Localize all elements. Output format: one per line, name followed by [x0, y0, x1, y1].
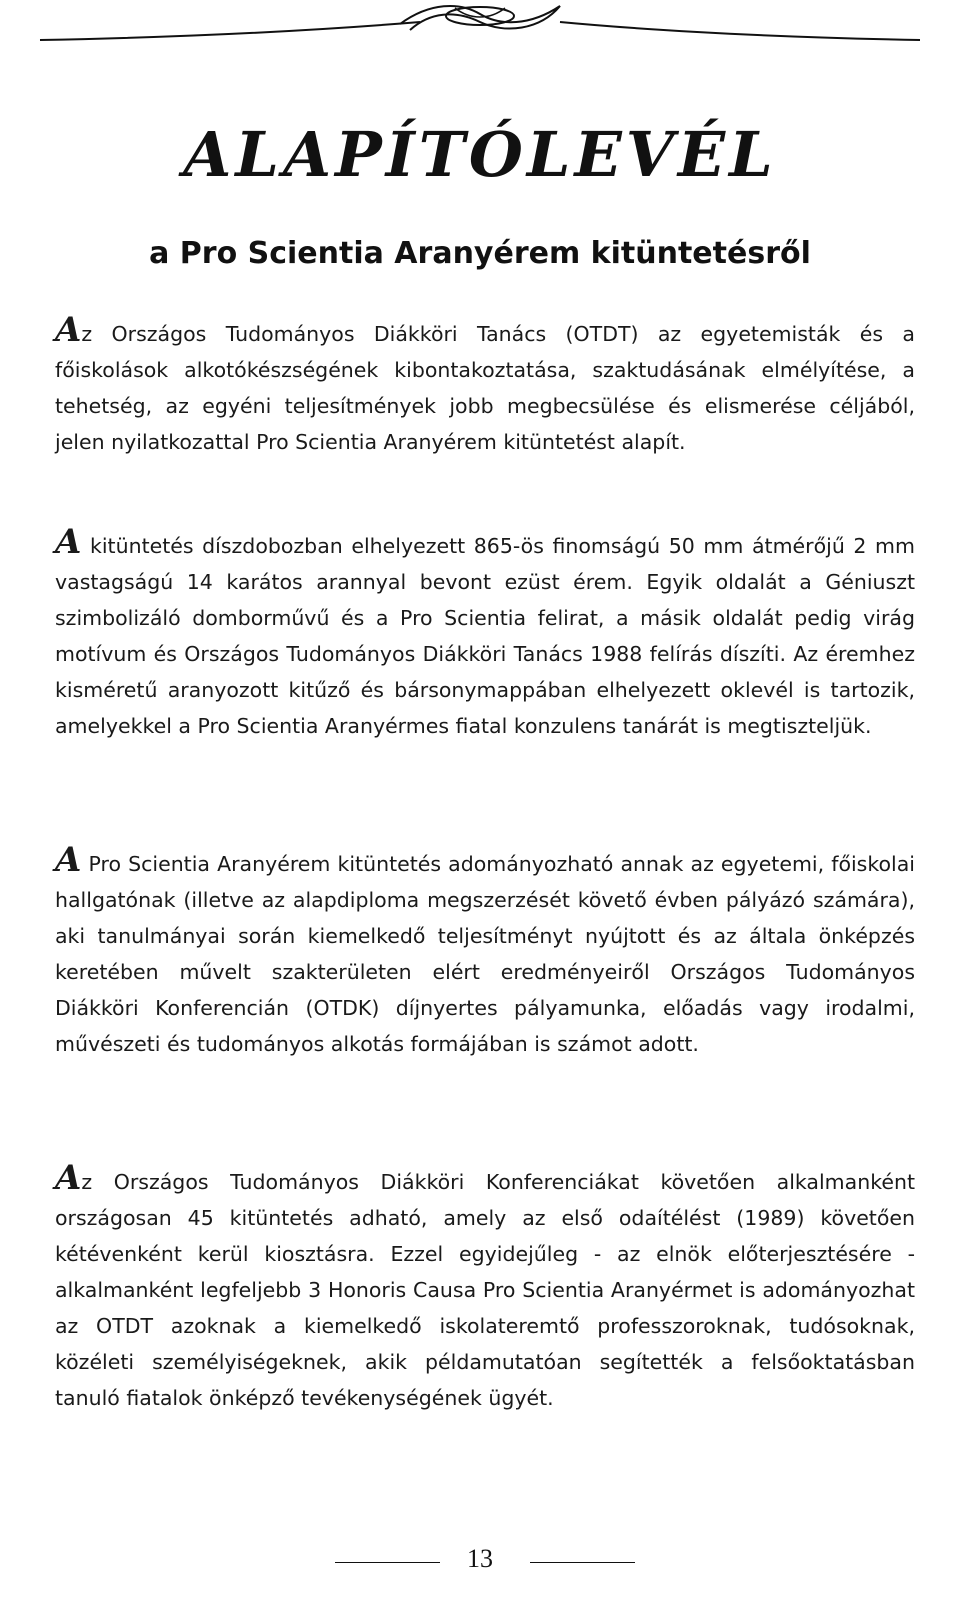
drop-cap: A: [55, 522, 82, 562]
paragraph-text: z Országos Tudományos Diákköri Tanács (OTDT) az egyetemisták és a főiskolások alkotókészségének kibontakoztatása, szaktudásának elmélyítése, a tehetség, az egyéni teljesítmények jobb megbecsülése és elismerése céljából, jelen nyilatkozattal Pro Scientia Aranyérem kitüntetést alapít.: [55, 322, 915, 454]
top-ornament: [0, 0, 960, 60]
paragraph-awarding: [55, 1158, 915, 1416]
paragraph-text: Pro Scientia Aranyérem kitüntetés adományozható annak az egyetemi, főiskolai hallgatónak (illetve az alapdiploma megszerzését követő évben pályázó számára), aki tanulmányai során kiemelkedő teljesítményt nyújtott és az általa önképzés keretében művelt szakterületen elért eredményeiről Országos Tudományos Diákköri Konferencián (OTDK) díjnyertes pályamunka, előadás vagy irodalmi, művészeti és tudományos alkotás formájában is számot adott.: [55, 852, 915, 1056]
page-footer: [0, 1540, 960, 1580]
document-subtitle: a Pro Scientia Aranyérem kitüntetésről: [149, 236, 811, 271]
footer-rule-right: [530, 1562, 635, 1563]
paragraph-text: z Országos Tudományos Diákköri Konferenciákat követően alkalmanként országosan 45 kitüntetés adható, amely az első odaítélést (1989) követően kétévenként kerül kiosztásra. Ezzel egyidejűleg - az elnök előterjesztésére - alkalmanként legfeljebb 3 Honoris Causa Pro Scientia Aranyérmet is adományozhat az OTDT azoknak a kiemelkedő iskolateremtő professzoroknak, tudósoknak, közéleti személyiségeknek, akik példamutatóan segítették a felsőoktatásban tanuló fiatalok önképző tevékenységének ügyét.: [55, 1170, 915, 1410]
drop-cap: A: [55, 310, 82, 350]
paragraph-eligibility: [55, 840, 915, 1062]
drop-cap: A: [55, 1158, 82, 1198]
paragraph-medal-description: [55, 522, 915, 744]
drop-cap: A: [55, 840, 82, 880]
page-number: 13: [467, 1544, 493, 1573]
paragraph-text: kitüntetés díszdobozban elhelyezett 865-ös finomságú 50 mm átmérőjű 2 mm vastagságú 14 karátos arannyal bevont ezüst érem. Egyik oldalát a Géniuszt szimbolizáló domborművű és a Pro Scientia felirat, a másik oldalát pedig virág motívum és Országos Tudományos Diákköri Tanács 1988 felírás díszíti. Az éremhez kisméretű aranyozott kitűző és bársonymappában elhelyezett oklevél is tartozik, amelyekkel a Pro Scientia Aranyérmes fiatal konzulens tanárát is megtiszteljük.: [55, 534, 915, 738]
document-title: ALAPÍTÓLEVÉL: [183, 118, 777, 191]
paragraph-founding: [55, 310, 915, 460]
